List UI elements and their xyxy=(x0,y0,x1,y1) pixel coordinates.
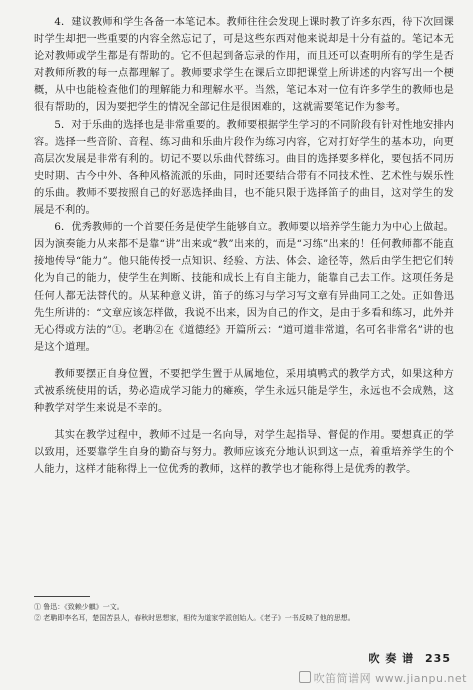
paragraph-4: 4．建议教师和学生各备一本笔记本。教师往往会发现上课时教了许多东西，待下次回课时学生却把一些重要的内容全然忘记了，可是这些东西对他来说却是十分有益的。笔记本无论对教师或学生都是有帮助的。它不但起到备忘录的作用，而且还可以查明所有的学生是否对教师所教的每一点都理解了。教师要求学生在课后立即把课堂上所讲述的内容写出一个梗概，从中也能检查他们的理解能力和理解水平。当然，笔记本对一位有许多学生的教师也是很有帮助的，因为要把学生的情况全部记住是很困难的，这就需要笔记作为参考。 xyxy=(34,17,454,114)
watermark xyxy=(299,670,467,686)
paragraph-guide: 其实在教学过程中，教师不过是一名向导，对学生起指导、督促的作用。要想真正的学以致用，还要靠学生自身的勤奋与努力。教师应该充分地认识到这一点，着重培养学生的个人能力，这样才能称得上一位优秀的教师，这样的教学也才能称得上是优秀的教学。 xyxy=(34,430,454,476)
watermark-text: 吹笛简谱网 www.jianpu.net xyxy=(313,672,467,685)
footnotes xyxy=(34,602,454,624)
footnote-2: ② 老聃即李名耳，楚国苦县人，春秋时思想家，相传为道家学派创始人。《老子》一书反映了他的思想。 xyxy=(34,614,355,622)
paragraph-5: 5．对于乐曲的选择也是非常重要的。教师要根据学生学习的不同阶段有针对性地安排内容。选择一些音阶、音程、练习曲和乐曲片段作为练习内容，它对打好学生的基本功，向更高层次发展是非常有利的。切记不要以乐曲代替练习。曲目的选择要多样化，要包括不同历史时期、古今中外、各种风格流派的乐曲，同时还要结合带有不同技术性、艺术性与娱乐性的乐曲。教师不要按照自己的好恶选择曲目，也不能只限于选择笛子的曲目，这对学生的发展是不利的。 xyxy=(34,119,454,217)
footer-section-title: 吹 奏 谱 xyxy=(368,652,415,665)
paragraph-6: 6．优秀教师的一个首要任务是使学生能够自立。教师要以培养学生能力为中心上做起。因为演奏能力从来都不是靠“讲”出来或“教”出来的，而是“习练”出来的！任何教师都不能直接地传导“能力”。他只能传授一点知识、经验、方法、体会、途径等，然后由学生把它们转化为自己的能力，使学生在判断、技能和成长上有自主能力，能靠自己去工作。这项任务是任何人都无法替代的。从某种意义讲，笛子的练习与学习写文章有异曲同工之处。正如鲁迅先生所讲的：“文章应该怎样做，我说不出来，因为自己的作文，是由于多看和练习，此外并无心得或方法的”①。老聃②在《道德经》开篇所云：“道可道非常道，名可名非常名”讲的也是这个道理。 xyxy=(34,222,454,353)
footnote-divider xyxy=(34,596,90,597)
body-text xyxy=(34,14,454,478)
paragraph-teacher-position: 教师要摆正自身位置，不要把学生置于从属地位，采用填鸭式的教学方式，如果这种方式被系统使用的话，势必造成学习能力的瘫痪，学生永远只能是学生，永远也不会成熟，这种教学对学生来说是不幸的。 xyxy=(34,368,454,415)
footnote-1: ① 鲁迅：《致赖少麒》一文。 xyxy=(34,603,124,611)
page-footer xyxy=(369,650,451,666)
watermark-logo-icon xyxy=(299,671,311,683)
page-number: 235 xyxy=(425,652,451,665)
